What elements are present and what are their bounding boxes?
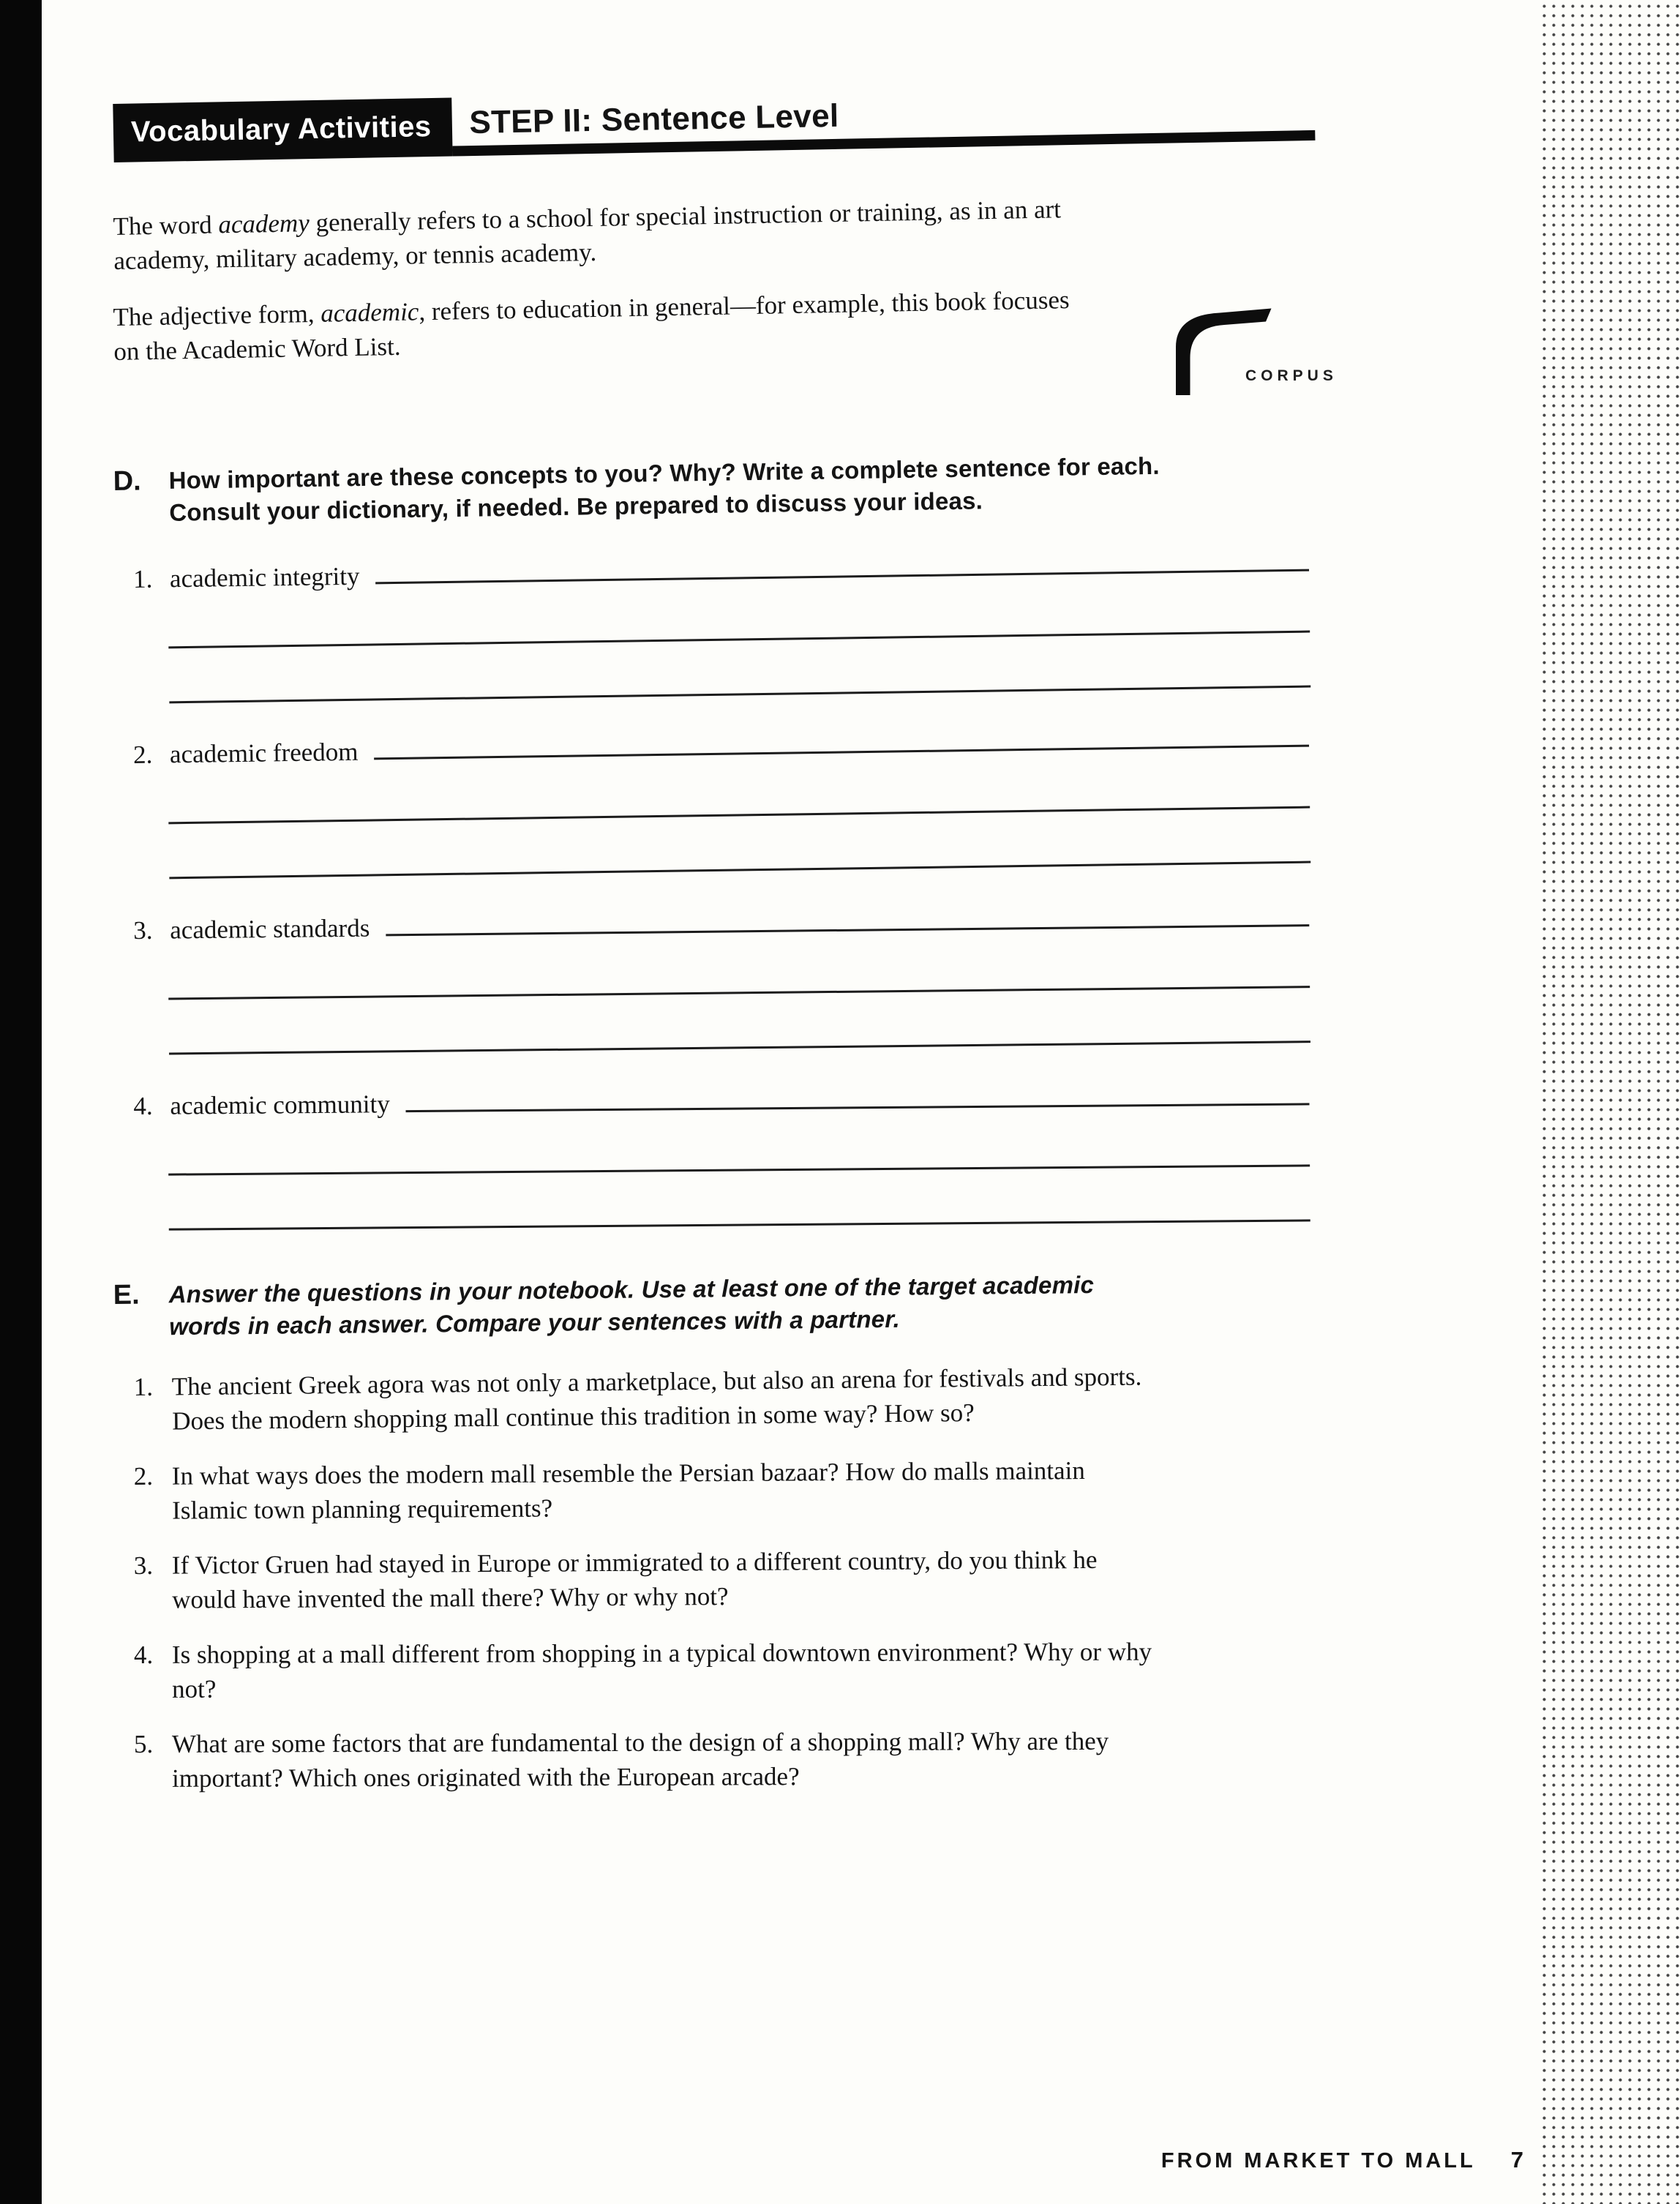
question-text: Is shopping at a mall different from shopping in a typical downtown environment? Why or why not?	[171, 1637, 1152, 1703]
item-label: academic integrity	[169, 561, 360, 593]
question-number: 4.	[133, 1640, 154, 1669]
answer-line	[168, 1166, 1310, 1230]
page-footer	[1161, 2147, 1523, 2173]
vocab-items	[113, 556, 1357, 1231]
section-d-letter: D.	[113, 465, 141, 498]
vocab-item-2	[133, 716, 1311, 880]
question-number: 2.	[133, 1461, 154, 1491]
section-d-instructions: How important are these concepts to you? Why? Write a complete sentence for each. Consult your dictionary, if needed. Be prepared to discuss your ideas.	[168, 451, 1160, 526]
item-label: academic standards	[170, 913, 370, 945]
answer-line	[168, 1112, 1310, 1175]
question-number: 1.	[133, 1372, 154, 1402]
corpus-label: CORPUS	[1245, 367, 1338, 384]
step-title-bar	[451, 91, 1315, 157]
question-5	[134, 1723, 1357, 1796]
question-text: The ancient Greek agora was not only a marketplace, but also an arena for festivals and sports. Does the modern shopping mall continue this tradition in some way? How so?	[171, 1362, 1142, 1436]
question-text: If Victor Gruen had stayed in Europe or immigrated to a different country, do you think he would have invented the mall there? Why or why not?	[171, 1545, 1098, 1614]
question-text: What are some factors that are fundamental to the design of a shopping mall? Why are they important? Which ones originated with the European arcade?	[171, 1726, 1109, 1793]
p1-text: The word	[113, 210, 219, 241]
question-text: In what ways does the modern mall resemble the Persian bazaar? How do malls maintain Islamic town planning requirements?	[171, 1456, 1085, 1525]
page-number: 7	[1510, 2147, 1523, 2173]
section-title-box	[113, 98, 452, 162]
section-e	[113, 1270, 1357, 1796]
question-4	[134, 1634, 1357, 1706]
item-number: 3.	[133, 915, 153, 945]
p2-text-cont: , refers to education in general—for example, this book focuses on the Academic Word List.	[113, 285, 1070, 366]
intro-paragraph-2	[113, 282, 1101, 369]
scan-left-edge-bar	[0, 0, 42, 2204]
answer-line	[406, 1103, 1310, 1112]
vocab-item-3	[133, 895, 1310, 1055]
item-label: academic freedom	[169, 737, 359, 769]
vocab-item-4	[133, 1073, 1310, 1231]
intro-paragraph-1	[113, 192, 1087, 278]
question-number: 3.	[133, 1551, 154, 1580]
item-number: 1.	[132, 564, 153, 594]
section-d	[113, 451, 1357, 1231]
question-1	[134, 1357, 1358, 1439]
vocab-item-1	[133, 540, 1311, 704]
question-2	[134, 1452, 1358, 1528]
section-e-letter: E.	[113, 1279, 140, 1311]
section-d-heading	[113, 447, 1357, 530]
question-number: 5.	[133, 1729, 154, 1758]
section-title: Vocabulary Activities	[130, 110, 432, 149]
item-number: 4.	[133, 1091, 153, 1121]
answer-line	[168, 988, 1310, 1054]
p1-text-cont: generally refers to a school for special instruction or training, as in an art academy, military academy, or tennis academy.	[113, 195, 1062, 275]
p1-italic-academy: academy	[218, 209, 310, 239]
section-e-instructions: Answer the questions in your notebook. Use at least one of the target academic words in each answer. Compare your sentences with a partner.	[168, 1270, 1095, 1341]
step-title: STEP II: Sentence Level	[469, 97, 839, 141]
section-e-heading	[113, 1266, 1358, 1343]
question-3	[134, 1541, 1358, 1617]
corpus-logo	[1169, 307, 1345, 424]
halftone-dots-edge	[1537, 0, 1680, 2204]
footer-title: FROM MARKET TO MALL	[1160, 2149, 1476, 2173]
p2-italic-academic: academic	[320, 297, 419, 328]
item-number: 2.	[132, 740, 153, 770]
page-header	[113, 82, 1315, 162]
item-label: academic community	[170, 1090, 390, 1120]
p2-text: The adjective form,	[113, 299, 321, 332]
